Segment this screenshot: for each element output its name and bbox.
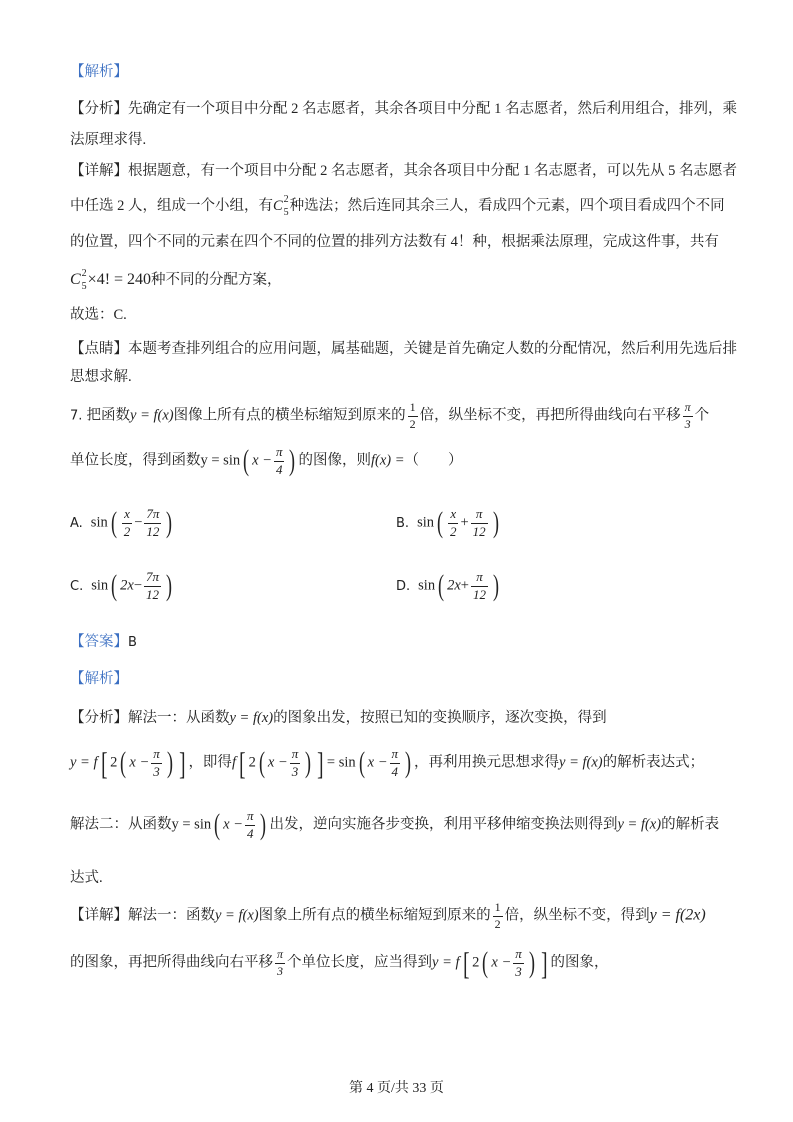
denominator: 3 [515, 963, 522, 979]
denominator: 3 [291, 763, 299, 779]
fraction [493, 900, 503, 932]
question-number: 7. [70, 408, 87, 424]
denominator: 2 [494, 916, 501, 931]
detail-text: 种选法；然后连同其余三人，看成四个元素，四个项目看成四个不同 [289, 197, 725, 214]
fraction [144, 506, 161, 541]
option-d[interactable] [396, 569, 502, 604]
denominator: 12 [472, 586, 486, 602]
analysis-text: 的图象出发，按照已知的变换顺序，逐次变换，得到 [273, 710, 607, 726]
fraction [122, 506, 133, 541]
formula: y = f [70, 754, 98, 771]
detail-text: 个单位长度，应当得到 [287, 954, 433, 971]
combination-indices [284, 194, 289, 219]
question-7-line-1 [70, 400, 709, 432]
formula: y = f(2x) [649, 906, 706, 924]
comment-text: 本题考查排列组合的应用问题，属基础题，关键是首先确定人数的分配情况，然后利用先选后排 [128, 341, 737, 357]
detail-text: 中任选 2 人，组成一个小组，有 [70, 197, 273, 214]
formula: 2 [472, 954, 480, 971]
formula: 2x [120, 577, 134, 594]
analysis-line-1 [70, 710, 607, 727]
fraction [683, 400, 693, 432]
paren: ( [438, 569, 445, 603]
numerator: π [471, 569, 488, 587]
formula: ×4! = 240 [87, 271, 152, 289]
bracket: [ [100, 745, 108, 782]
question-text: 个 [694, 407, 710, 424]
numerator: 1 [408, 400, 418, 417]
numerator: π [151, 746, 162, 764]
paren: ( [214, 808, 221, 842]
paren: ) [260, 808, 267, 842]
question-text: 的图像，则 [298, 452, 371, 469]
option-a[interactable] [70, 506, 175, 541]
bracket: [ [239, 745, 246, 782]
comb-sub: 5 [81, 280, 87, 292]
paren: ) [492, 569, 499, 603]
bracket: ] [317, 745, 324, 782]
denominator: 3 [153, 763, 160, 779]
denominator: 3 [684, 416, 691, 431]
formula: x − [267, 754, 288, 771]
option-letter: A. [70, 515, 83, 531]
comb-sup: 2 [283, 194, 289, 205]
analysis-line-3 [70, 808, 719, 843]
numerator: π [471, 506, 488, 524]
detail-line-2 [70, 194, 725, 219]
formula: sin [91, 577, 109, 594]
operator: + [460, 514, 469, 531]
answer-label: 【答案】 [70, 634, 128, 650]
option-b[interactable] [396, 506, 502, 541]
numerator: x [122, 506, 133, 524]
answer-value: B [128, 635, 137, 650]
section-label-analysis: 【解析】 [70, 671, 128, 687]
formula: = sin [326, 754, 356, 771]
analysis-text: 出发，逆向实施各步变换，利用平移伸缩变换法则得到 [269, 816, 618, 833]
option-letter: C. [70, 578, 84, 594]
paren: ( [436, 506, 443, 540]
operator: + [460, 577, 469, 594]
detail-text: 图象上所有点的横坐标缩短到原来的 [258, 907, 491, 924]
numerator: π [513, 946, 524, 964]
paren: ( [358, 746, 365, 780]
formula: y = f(x) [229, 710, 274, 726]
detail-line-1 [70, 163, 737, 180]
fraction [513, 946, 524, 981]
detail-line-1 [70, 900, 706, 932]
comment-line-1 [70, 341, 737, 358]
analysis-line-4: 达式. [70, 870, 103, 886]
combination-symbol: C [70, 271, 81, 289]
denominator: 2 [123, 523, 131, 539]
denominator: 12 [146, 523, 160, 539]
paren: ) [405, 746, 412, 780]
bracket: ] [540, 945, 548, 982]
denominator: 3 [277, 963, 283, 978]
detail-text: 根据题意，有一个项目中分配 2 名志愿者，其余各项目中分配 1 名志愿者，可以先从 5 名志愿者 [128, 163, 737, 179]
paren: ( [110, 506, 117, 540]
detail-line-4 [70, 268, 282, 293]
numerator: 7π [144, 569, 161, 587]
denominator: 4 [246, 825, 254, 841]
analysis-line-2: 法原理求得. [70, 132, 147, 148]
bracket: ] [178, 745, 186, 782]
numerator: π [683, 400, 693, 417]
analysis-text: 的解析表 [661, 816, 720, 833]
combination-indices [82, 268, 87, 293]
page-footer: 第 4 页/共 33 页 [349, 1081, 444, 1096]
formula: x − [491, 954, 512, 971]
formula: sin [90, 514, 108, 531]
question-7-line-2 [70, 444, 463, 479]
paren: ) [166, 506, 173, 540]
section-label-analysis: 【解析】 [70, 64, 128, 80]
formula: x − [252, 452, 272, 469]
detail-line-2 [70, 946, 608, 981]
fraction [471, 569, 488, 604]
detail-text: 种不同的分配方案， [151, 272, 282, 289]
analysis-line-2 [70, 746, 704, 781]
bracket: [ [462, 945, 470, 982]
formula: y = f(x) [617, 816, 662, 833]
formula: x − [129, 754, 150, 771]
formula: sin [417, 514, 434, 531]
formula: x − [223, 816, 243, 833]
denominator: 2 [409, 416, 416, 431]
formula: y = f(x) [215, 907, 259, 924]
comment-label: 【点睛】 [70, 341, 128, 357]
right-paren: ) [289, 444, 296, 478]
comment-line-2: 思想求解. [70, 369, 132, 385]
detail-line-3: 的位置，四个不同的元素在四个不同的位置的排列方法数有 4！种，根据乘法原理，完成这件事，共有 [70, 234, 719, 250]
paren: ( [482, 946, 489, 980]
analysis-text: ，即得 [188, 754, 232, 771]
denominator: 12 [146, 586, 160, 602]
question-text: 把函数 [86, 407, 131, 424]
question-text: 单位长度，得到函数 [70, 452, 201, 469]
analysis-label: 【分析】 [70, 710, 128, 726]
analysis-text: 解法二：从函数 [70, 816, 172, 833]
paren: ( [111, 569, 118, 603]
fraction [290, 746, 301, 781]
detail-label: 【详解】 [70, 163, 128, 179]
fraction [408, 400, 418, 432]
paren: ) [166, 569, 173, 603]
paren: ) [492, 506, 499, 540]
fraction [274, 444, 285, 479]
fraction [245, 808, 256, 843]
detail-text: 的图象， [550, 954, 609, 971]
fraction [151, 746, 162, 781]
option-letter: B. [396, 515, 410, 531]
paren: ( [258, 746, 265, 780]
formula: 2 [110, 754, 118, 771]
question-text: 图像上所有点的横坐标缩短到原来的 [173, 407, 406, 424]
fraction [448, 506, 459, 541]
question-text: 倍，纵坐标不变，再把所得曲线向右平移 [419, 407, 681, 424]
paren: ( [120, 746, 127, 780]
comb-sup: 2 [81, 268, 87, 279]
choice-line: 故选：C. [70, 307, 127, 323]
formula: 2 [248, 754, 256, 771]
analysis-text: ，再利用换元思想求得 [414, 754, 560, 771]
formula: y = sin [171, 816, 212, 833]
denominator: 12 [472, 523, 486, 539]
formula: y = f(x) [559, 754, 603, 771]
operator: − [133, 577, 143, 594]
detail-text: 的图象，再把所得曲线向右平移 [70, 954, 273, 971]
left-paren: ( [243, 444, 250, 478]
numerator: π [290, 746, 301, 764]
denominator: 2 [449, 523, 457, 539]
comb-sub: 5 [283, 206, 289, 218]
option-letter: D. [396, 578, 411, 594]
operator: − [134, 514, 143, 531]
formula: sin [418, 577, 436, 594]
analysis-text: 先确定有一个项目中分配 2 名志愿者，其余各项目中分配 1 名志愿者，然后利用组合，排列，乘 [128, 101, 737, 117]
fraction [390, 746, 401, 781]
numerator: π [245, 808, 256, 826]
denominator: 4 [391, 763, 398, 779]
numerator: π [275, 947, 285, 964]
paren: ) [528, 946, 535, 980]
formula: 2x [447, 577, 461, 594]
formula: y = f [432, 954, 460, 971]
formula: f(x) = [370, 452, 405, 469]
paren: ) [166, 746, 173, 780]
detail-text: 倍，纵坐标不变，得到 [504, 907, 650, 924]
formula: y = f(x) [130, 407, 174, 424]
analysis-text: 的解析表达式； [602, 754, 705, 771]
analysis-label: 【分析】 [70, 101, 128, 117]
numerator: π [274, 444, 285, 462]
option-c[interactable] [70, 569, 175, 604]
formula: y = sin [200, 452, 241, 469]
fraction [144, 569, 161, 604]
answer-blank: （ ） [404, 452, 463, 469]
detail-text: 解法一：函数 [128, 907, 215, 924]
numerator: 7π [144, 506, 161, 524]
fraction [275, 947, 285, 979]
numerator: x [448, 506, 459, 524]
analysis-line-1 [70, 101, 737, 118]
numerator: 1 [493, 900, 503, 917]
paren: ) [305, 746, 312, 780]
detail-label: 【详解】 [70, 907, 128, 924]
formula: x − [367, 754, 388, 771]
fraction [471, 506, 488, 541]
denominator: 4 [275, 461, 283, 477]
numerator: π [390, 746, 401, 764]
answer-line [70, 634, 137, 651]
formula: f [231, 754, 236, 771]
combination-symbol: C [273, 197, 283, 214]
analysis-text: 解法一：从函数 [128, 710, 230, 726]
